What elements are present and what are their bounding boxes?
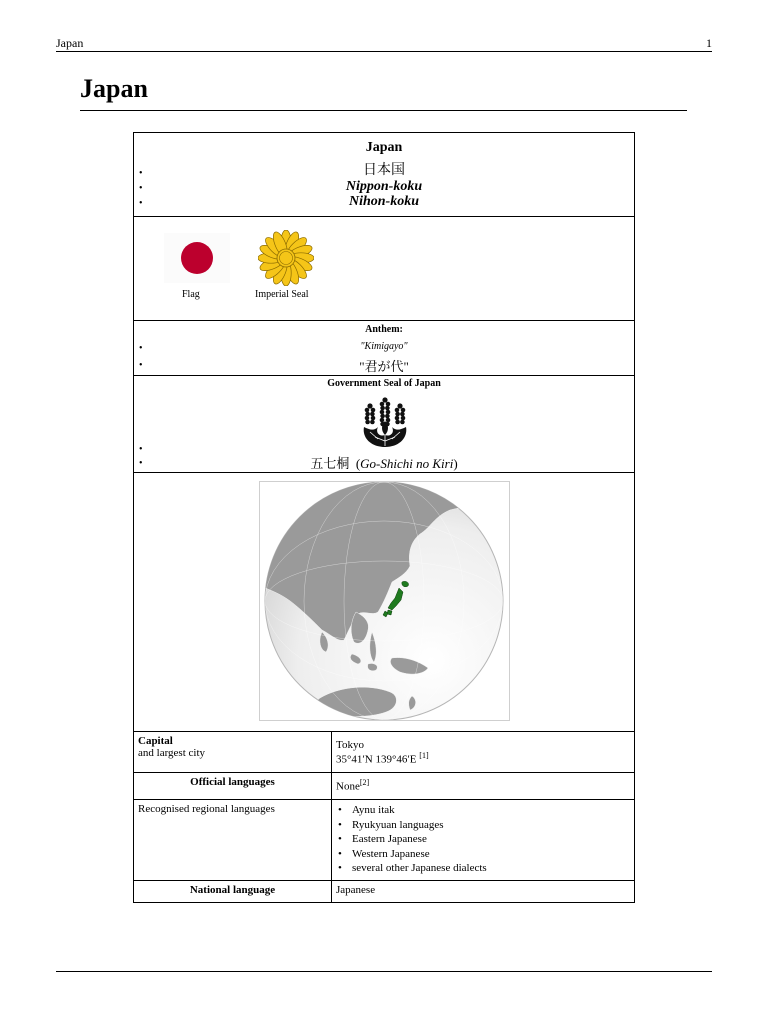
anthem-label: Anthem: <box>365 324 403 335</box>
flag-disc <box>181 242 213 274</box>
official-languages-cell <box>332 773 634 799</box>
title-rule <box>80 110 687 111</box>
list-item[interactable]: • Aynu itak <box>336 803 630 818</box>
gov-seal-label: Government Seal of Japan <box>327 378 441 389</box>
bullet: • <box>139 458 143 469</box>
gov-seal-native: 五七桐 <box>310 456 350 471</box>
page-number: 1 <box>706 36 712 50</box>
globe-map-frame[interactable] <box>259 481 510 721</box>
official-languages-label: Official languages <box>134 773 332 799</box>
national-language-value[interactable]: Japanese <box>336 884 376 896</box>
gov-seal-name: 五七桐 (Go-Shichi no Kiri) <box>310 456 458 471</box>
official-languages-ref[interactable]: [2] <box>359 778 370 787</box>
footer-rule <box>56 971 712 972</box>
capital-sublabel: and largest city <box>138 747 205 759</box>
infobox-title: Japan <box>365 140 403 155</box>
page-title: Japan <box>80 74 148 103</box>
romanization-2: Nihon-koku <box>348 194 420 209</box>
bullet: • <box>139 183 143 194</box>
gov-seal-romaji: Go-Shichi no Kiri <box>360 456 454 471</box>
list-item[interactable]: • Ryukyuan languages <box>336 818 630 833</box>
official-languages-value: None <box>336 780 360 793</box>
imperial-seal-icon[interactable] <box>258 230 314 286</box>
regional-languages-label: Recognised regional languages <box>134 800 332 880</box>
bullet: • <box>139 198 143 209</box>
anthem-native: "君が代" <box>359 359 409 374</box>
running-title: Japan <box>56 36 84 50</box>
capital-value[interactable]: Tokyo <box>336 739 364 751</box>
capital-label: Capital <box>138 735 173 747</box>
anthem-romaji[interactable]: "Kimigayo" <box>360 341 408 352</box>
seal-caption: Imperial Seal <box>255 289 309 300</box>
bullet: • <box>139 360 143 371</box>
national-language-row <box>134 880 634 902</box>
romanization-1: Nippon-koku <box>345 179 423 194</box>
bullet: • <box>139 168 143 179</box>
capital-row <box>134 731 634 772</box>
capital-coords[interactable]: 35°41′N 139°46′E <box>336 753 417 766</box>
flag-caption: Flag <box>182 289 200 300</box>
government-seal-row <box>134 375 634 472</box>
japan-globe-map-icon <box>260 482 509 720</box>
regional-languages-cell <box>332 800 634 880</box>
list-item[interactable]: • several other Japanese dialects <box>336 861 630 876</box>
capital-label-cell <box>134 732 332 772</box>
infobox <box>133 132 635 903</box>
official-languages-row <box>134 772 634 799</box>
anthem-row <box>134 320 634 375</box>
flag-image[interactable] <box>164 233 230 283</box>
capital-value-cell <box>332 732 634 772</box>
bullet: • <box>139 343 143 354</box>
map-row <box>134 472 634 731</box>
list-item[interactable]: • Eastern Japanese <box>336 832 630 847</box>
native-name: 日本国 <box>363 163 405 178</box>
list-item[interactable]: • Western Japanese <box>336 847 630 862</box>
flags-row <box>134 216 634 320</box>
bullet: • <box>139 444 143 455</box>
running-header <box>56 36 712 52</box>
paulownia-seal-icon[interactable] <box>360 397 410 451</box>
capital-ref[interactable]: [1] <box>419 751 429 760</box>
regional-languages-list <box>336 803 630 876</box>
regional-languages-row <box>134 799 634 880</box>
national-language-label: National language <box>134 881 332 902</box>
infobox-title-row <box>134 133 634 216</box>
